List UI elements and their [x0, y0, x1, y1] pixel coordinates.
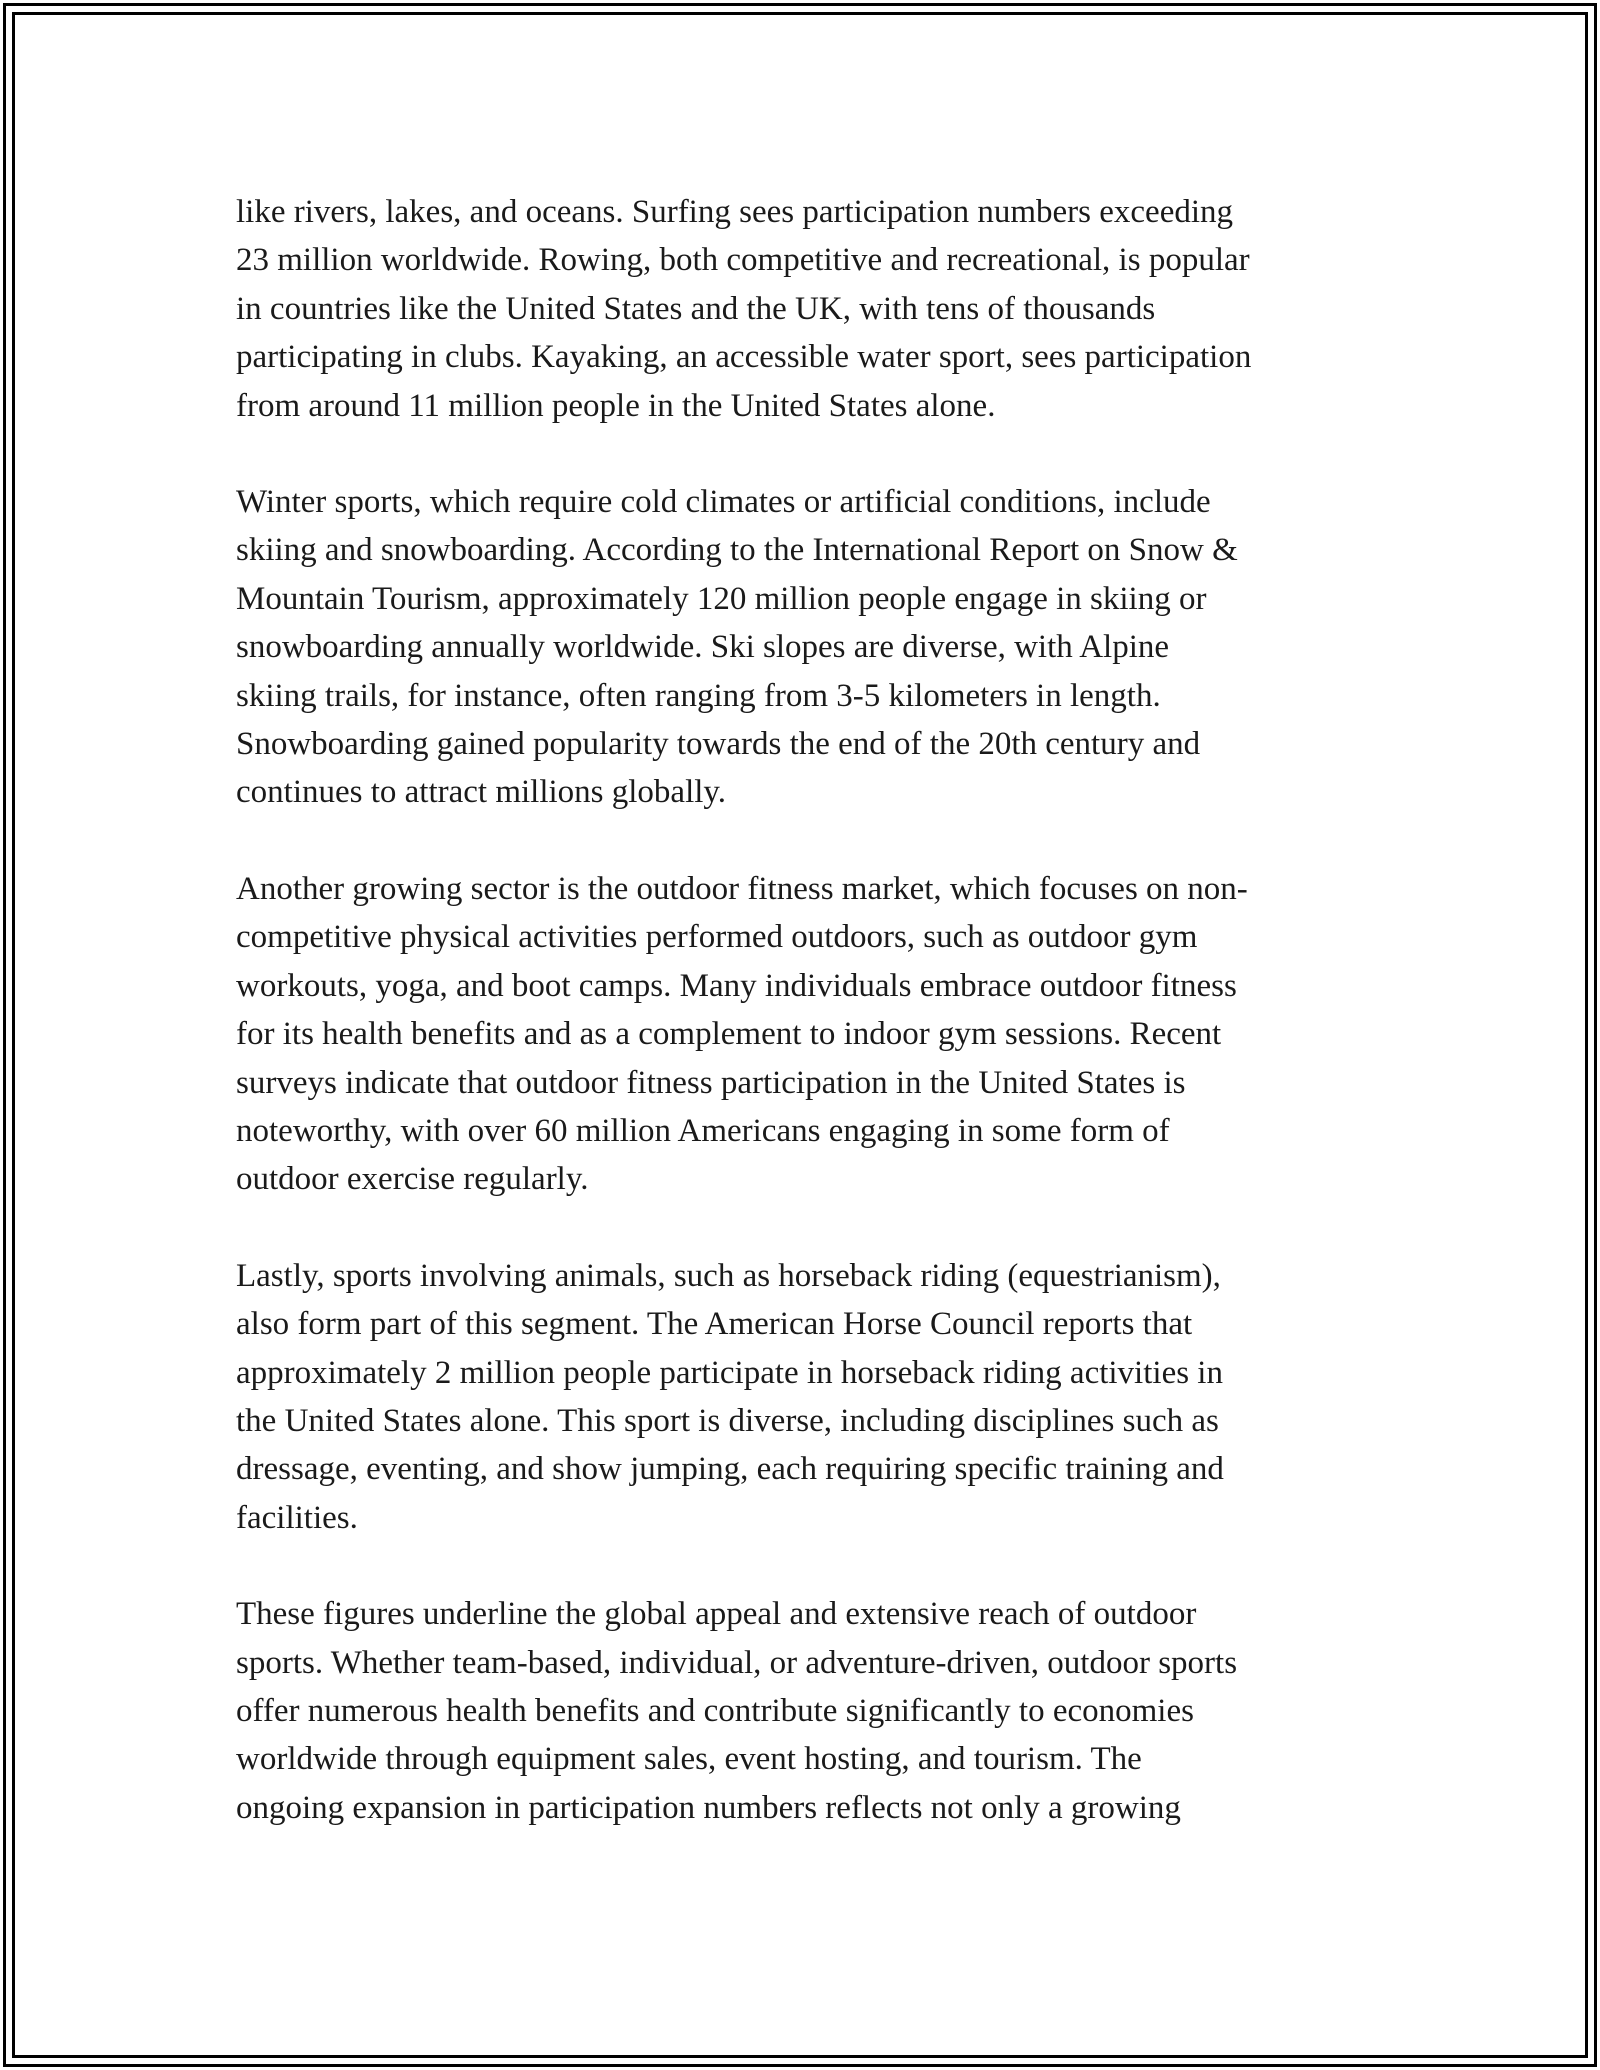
- paragraph-conclusion: [236, 1590, 1376, 1832]
- text-line: outdoor exercise regularly.: [236, 1161, 589, 1198]
- paragraph-water-sports: [236, 188, 1376, 430]
- text-line: worldwide through equipment sales, event hosting, and tourism. The: [236, 1741, 1142, 1778]
- text-line: sports. Whether team-based, individual, or adventure-driven, outdoor sports: [236, 1644, 1238, 1681]
- text-line: Lastly, sports involving animals, such as horseback riding (equestrianism),: [236, 1257, 1221, 1294]
- text-line: for its health benefits and as a complement to indoor gym sessions. Recent: [236, 1016, 1222, 1053]
- text-line: snowboarding annually worldwide. Ski slopes are diverse, with Alpine: [236, 629, 1170, 666]
- text-line: in countries like the United States and the UK, with tens of thousands: [236, 290, 1156, 327]
- paragraph-outdoor-fitness: [236, 865, 1376, 1204]
- text-line: noteworthy, with over 60 million Americans engaging in some form of: [236, 1112, 1170, 1149]
- text-line: Snowboarding gained popularity towards the end of the 20th century and: [236, 726, 1201, 763]
- text-line: Mountain Tourism, approximately 120 million people engage in skiing or: [236, 580, 1207, 617]
- text-line: surveys indicate that outdoor fitness participation in the United States is: [236, 1064, 1186, 1101]
- text-line: 23 million worldwide. Rowing, both competitive and recreational, is popular: [236, 242, 1250, 279]
- text-line: from around 11 million people in the United States alone.: [236, 387, 996, 424]
- paragraph-equestrian: [236, 1252, 1376, 1542]
- text-line: approximately 2 million people participate in horseback riding activities in: [236, 1354, 1223, 1391]
- text-line: ongoing expansion in participation numbers reflects not only a growing: [236, 1789, 1181, 1826]
- text-line: continues to attract millions globally.: [236, 774, 727, 811]
- text-line: the United States alone. This sport is diverse, including disciplines such as: [236, 1402, 1219, 1439]
- text-line: dressage, eventing, and show jumping, each requiring specific training and: [236, 1451, 1224, 1488]
- text-line: Winter sports, which require cold climates or artificial conditions, include: [236, 484, 1211, 521]
- paragraph-winter-sports: [236, 478, 1376, 817]
- text-line: offer numerous health benefits and contribute significantly to economies: [236, 1692, 1194, 1729]
- text-line: workouts, yoga, and boot camps. Many individuals embrace outdoor fitness: [236, 967, 1237, 1004]
- text-line: competitive physical activities performed outdoors, such as outdoor gym: [236, 919, 1198, 956]
- text-line: facilities.: [236, 1499, 358, 1536]
- text-line: like rivers, lakes, and oceans. Surfing sees participation numbers exceeding: [236, 194, 1234, 230]
- text-line: Another growing sector is the outdoor fitness market, which focuses on non-: [236, 870, 1248, 907]
- text-line: skiing trails, for instance, often ranging from 3-5 kilometers in length.: [236, 677, 1161, 714]
- text-line: participating in clubs. Kayaking, an accessible water sport, sees participation: [236, 339, 1252, 376]
- text-line: also form part of this segment. The American Horse Council reports that: [236, 1306, 1193, 1343]
- text-line: skiing and snowboarding. According to the International Report on Snow &: [236, 532, 1238, 569]
- text-line: These figures underline the global appeal and extensive reach of outdoor: [236, 1596, 1197, 1633]
- document-body: [236, 188, 1376, 1880]
